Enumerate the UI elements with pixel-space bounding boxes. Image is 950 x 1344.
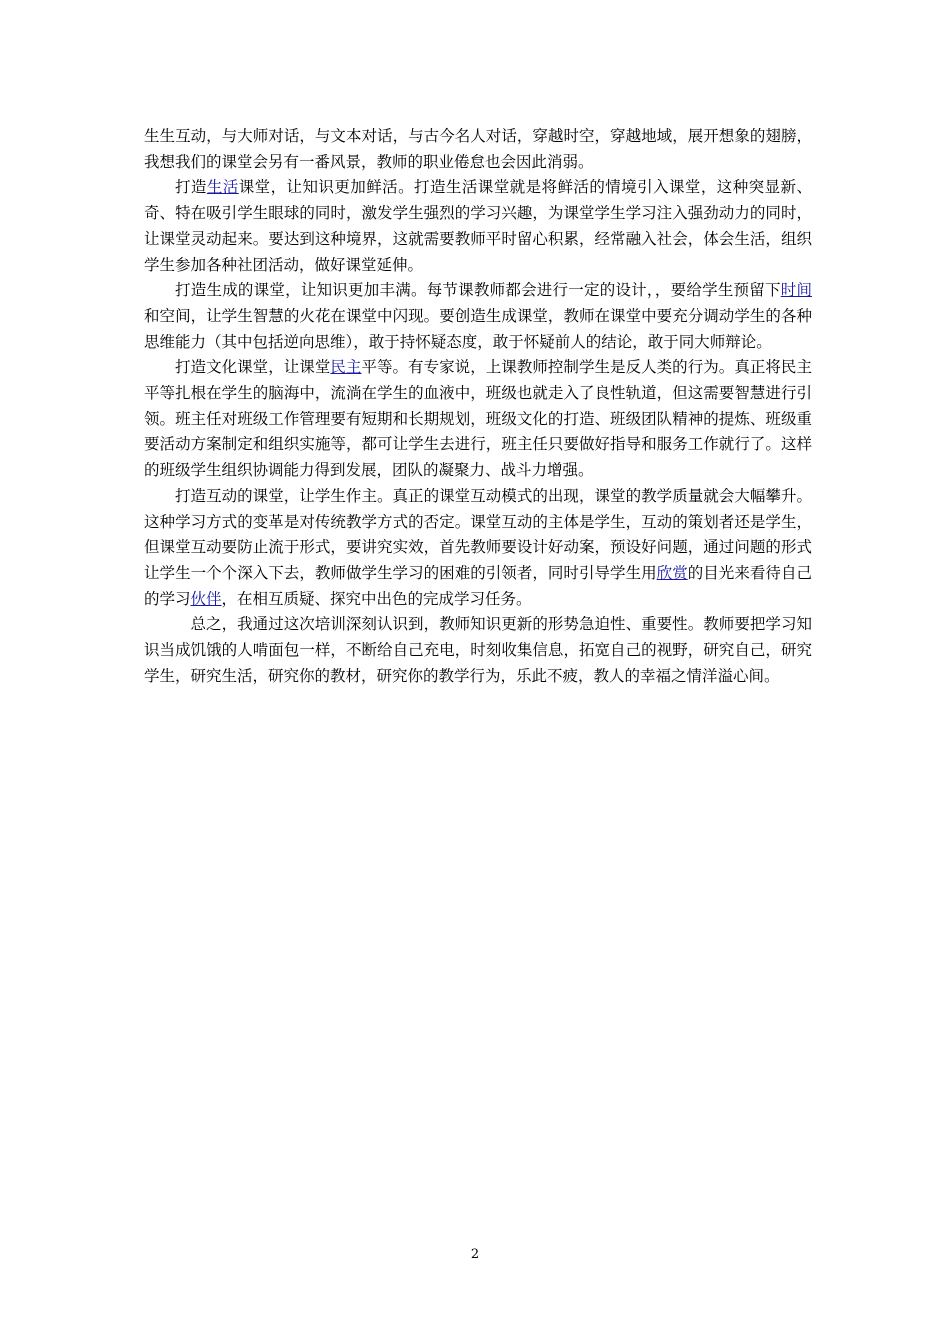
- page-number: 2: [470, 1247, 480, 1262]
- document-body: [144, 124, 812, 689]
- paragraph-continuation: [144, 124, 812, 175]
- text-segment: 和空间，让学生智慧的火花在课堂中闪现。要创造生成课堂，教师在课堂中要充分调动学生的各种思维能力（其中包括逆向思维），敢于持怀疑态度，敢于怀疑前人的结论，敢于同大师辩论。: [144, 306, 812, 351]
- text-segment: 生生互动，与大师对话，与文本对话，与古今名人对话，穿越时空，穿越地域，展开想象的翅膀，我想我们的课堂会另有一番风景，教师的职业倦怠也会因此消弱。: [144, 127, 812, 171]
- text-segment: 打造: [175, 178, 207, 197]
- text-segment: 总之，我通过这次培训深刻认识到，教师知识更新的形势急迫性、重要性。教师要把学习知识当成饥饿的人啃面包一样，不断给自己充电，时刻收集信息，拓宽自己的视野，研究自己，研究学生，研究生活，研究你的教材，研究你的教学行为，乐此不疲，教人的幸福之情洋溢心间。: [144, 615, 812, 685]
- paragraph-conclusion: [144, 612, 812, 689]
- paragraph-generative-classroom: [144, 278, 812, 355]
- text-segment: ，在相互质疑、探究中出色的完成学习任务。: [221, 589, 532, 608]
- link-democracy[interactable]: 民主: [330, 358, 362, 377]
- link-life[interactable]: 生活: [206, 178, 239, 197]
- paragraph-life-classroom: [144, 175, 812, 278]
- paragraph-interactive-classroom: [144, 484, 812, 613]
- text-segment: 打造互动的课堂，让学生作主。真正的课堂互动模式的出现，课堂的教学质量就会大幅攀升。这种学习方式的变革是对传统教学方式的否定。课堂互动的主体是学生，互动的策划者还是学生，但课堂互动要防止流于形式，要讲究实效，首先教师要设计好动案，预设好问题，通过问题的形式让学生一个个深入下去，教师做学生学习的困难的引领者，同时引导学生用: [144, 486, 812, 582]
- text-segment: 打造文化课堂，让课堂: [175, 358, 331, 377]
- link-appreciate[interactable]: 欣赏: [656, 563, 688, 582]
- paragraph-culture-classroom: [144, 355, 812, 484]
- link-partner[interactable]: 伙伴: [190, 589, 222, 608]
- text-segment: 的目光来看待自己的学习: [144, 563, 812, 608]
- text-segment: 平等。有专家说，上课教师控制学生是反人类的行为。真正将民主平等扎根在学生的脑海中，流淌在学生的血液中，班级也就走入了良性轨道，但这需要智慧进行引领。班主任对班级工作管理要有短期和长期规划，班级文化的打造、班级团队精神的提炼、班级重要活动方案制定和组织实施等，都可让学生去进行，班主任只要做好指导和服务工作就行了。这样的班级学生组织协调能力得到发展，团队的凝聚力、战斗力增强。: [144, 358, 812, 480]
- text-segment: 课堂，让知识更加鲜活。打造生活课堂就是将鲜活的情境引入课堂，这种突显新、奇、特在吸引学生眼球的同时，激发学生强烈的学习兴趣，为课堂学生学习注入强劲动力的同时，让课堂灵动起来。要达到这种境界，这就需要教师平时留心积累，经常融入社会，体会生活，组织学生参加各种社团活动，做好课堂延伸。: [144, 178, 812, 274]
- link-time[interactable]: 时间: [780, 281, 812, 300]
- text-segment: 打造生成的课堂，让知识更加丰满。每节课教师都会进行一定的设计，，要给学生预留下: [175, 281, 781, 300]
